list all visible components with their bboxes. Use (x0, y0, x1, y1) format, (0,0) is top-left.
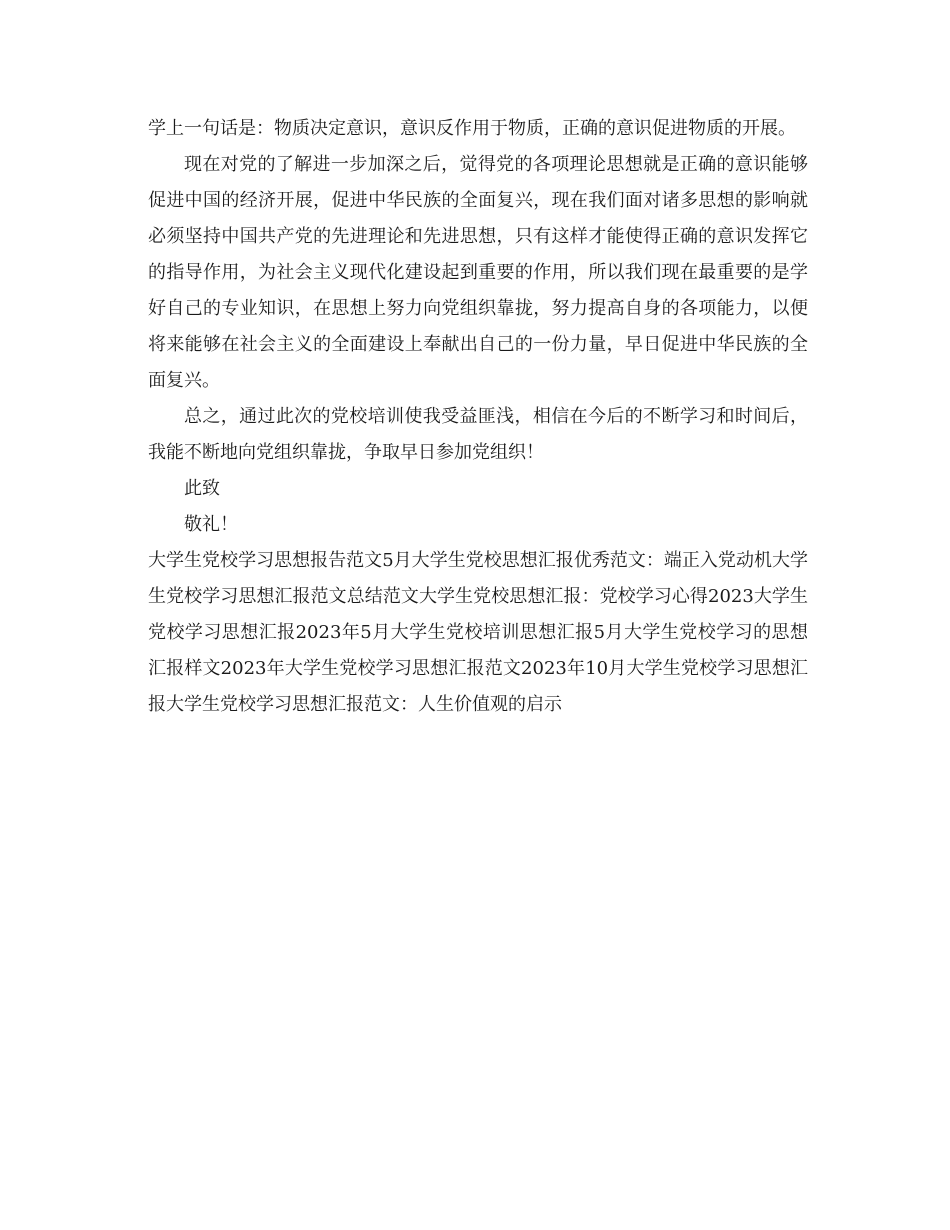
related-articles: 大学生党校学习思想报告范文5月大学生党校思想汇报优秀范文：端正入党动机大学生党校学习思想汇报范文总结范文大学生党校思想汇报：党校学习心得2023大学生党校学习思想汇报2023年5月大学生党校培训思想汇报5月大学生党校学习的思想汇报样文2023年大学生党校学习思想汇报范文2023年10月大学生党校学习思想汇报大学生党校学习思想汇报范文：人生价值观的启示 (148, 550, 808, 715)
paragraph-party-theory: 现在对党的了解进一步加深之后，觉得党的各项理论思想就是正确的意识能够促进中国的经济开展，促进中华民族的全面复兴，现在我们面对诸多思想的影响就必须坚持中国共产党的先进理论和先进思想，只有这样才能使得正确的意识发挥它的指导作用，为社会主义现代化建设起到重要的作用，所以我们现在最重要的是学好自己的专业知识，在思想上努力向党组织靠拢，努力提高自身的各项能力，以便将来能够在社会主义的全面建设上奉献出自己的一份力量，早日促进中华民族的全面复兴。 (148, 154, 808, 391)
letter-closing: 此致 (184, 478, 220, 499)
paragraph-continuation: 学上一句话是：物质决定意识，意识反作用于物质，正确的意识促进物质的开展。 (148, 118, 796, 139)
paragraph-conclusion: 总之，通过此次的党校培训使我受益匪浅，相信在今后的不断学习和时间后，我能不断地向党组织靠拢，争取早日参加党组织！ (148, 406, 808, 463)
document-body (148, 111, 808, 723)
letter-salute: 敬礼！ (184, 514, 238, 535)
